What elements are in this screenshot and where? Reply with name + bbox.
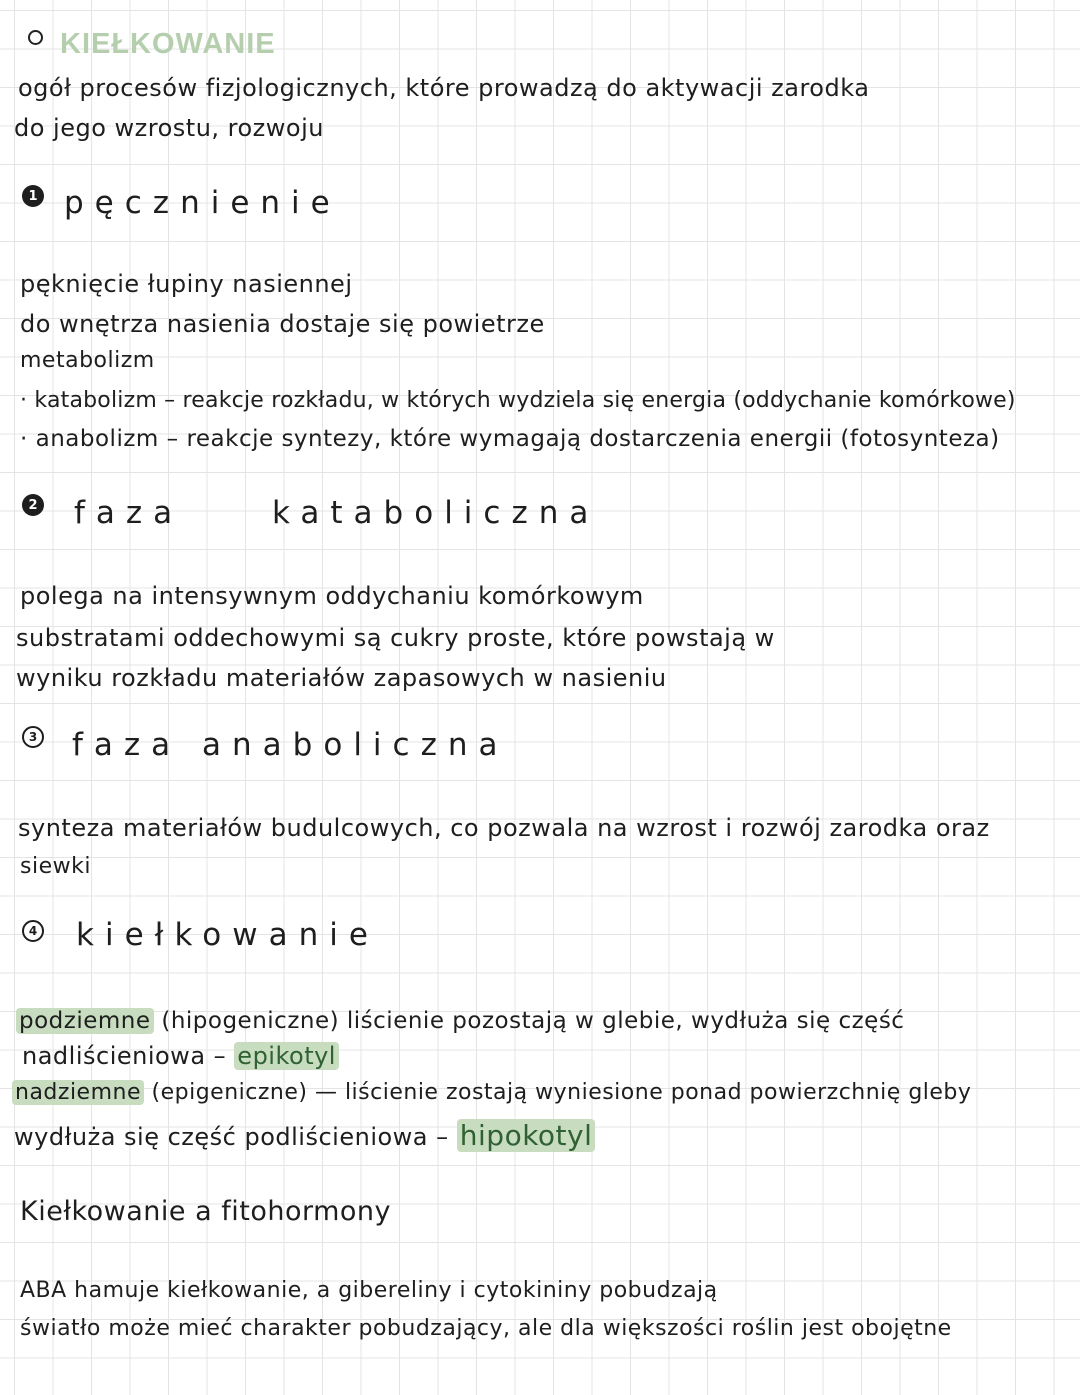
section-4-line-2 <box>22 1044 339 1068</box>
section-1-line-5: · anabolizm – reakcje syntezy, które wymagają dostarczenia energii (fotosynteza) <box>20 426 1000 452</box>
definition-line-1: ogół procesów fizjologicznych, które prowadzą do aktywacji zarodka <box>18 74 870 102</box>
section-4-line-4-text: wydłuża się część podliścieniowa – <box>14 1123 449 1151</box>
section-5-line-2: światło może mieć charakter pobudzający, ale dla większości roślin jest obojętne <box>20 1316 952 1341</box>
section-4-line-1-text: (hipogeniczne) liścienie pozostają w glebie, wydłuża się część <box>161 1008 905 1034</box>
section-2-heading-word-1: faza <box>74 495 184 531</box>
section-3-line-1: synteza materiałów budulcowych, co pozwala na wzrost i rozwój zarodka oraz <box>18 814 990 842</box>
section-4-line-2-text: nadliścieniowa – <box>22 1042 227 1070</box>
section-1-line-3: metabolizm <box>20 348 155 373</box>
section-4-line-1 <box>16 1010 904 1033</box>
epikotyl-highlight: epikotyl <box>234 1042 339 1070</box>
section-3-heading: faza anaboliczna <box>72 727 509 763</box>
section-2-number-icon: 2 <box>22 494 44 516</box>
page-title: KIEŁKOWANIE <box>60 28 276 60</box>
section-1-heading: pęcznienie <box>64 185 341 221</box>
title-bullet-icon <box>28 30 43 45</box>
hipokotyl-highlight: hipokotyl <box>457 1119 596 1152</box>
section-1-line-2: do wnętrza nasienia dostaje się powietrze <box>20 310 545 338</box>
section-2-line-3: wyniku rozkładu materiałów zapasowych w nasieniu <box>16 664 667 692</box>
section-5-line-1: ABA hamuje kiełkowanie, a gibereliny i cytokininy pobudzają <box>20 1278 718 1303</box>
section-2-heading-word-2: kataboliczna <box>272 495 600 531</box>
podziemne-highlight: podziemne <box>16 1008 154 1034</box>
section-1-line-1: pęknięcie łupiny nasiennej <box>20 270 353 298</box>
section-2-line-1: polega na intensywnym oddychaniu komórkowym <box>20 582 644 610</box>
section-4-heading: kiełkowanie <box>76 917 379 953</box>
section-5-heading: Kiełkowanie a fitohormony <box>20 1196 392 1227</box>
section-1-number-icon: 1 <box>22 185 44 207</box>
section-2-line-2: substratami oddechowymi są cukry proste, które powstają w <box>16 624 775 652</box>
section-4-line-3-text: (epigeniczne) — liścienie zostają wyniesione ponad powierzchnię gleby <box>151 1080 972 1105</box>
section-3-line-2: siewki <box>20 854 91 879</box>
section-1-line-4: · katabolizm – reakcje rozkładu, w których wydziela się energia (oddychanie komórkowe) <box>20 388 1016 413</box>
section-4-line-4 <box>14 1119 595 1152</box>
section-3-number-icon: 3 <box>22 726 44 748</box>
nadziemne-highlight: nadziemne <box>12 1080 144 1105</box>
section-4-number-icon: 4 <box>22 920 44 942</box>
definition-line-2: do jego wzrostu, rozwoju <box>14 114 324 142</box>
section-4-line-3 <box>12 1082 971 1104</box>
